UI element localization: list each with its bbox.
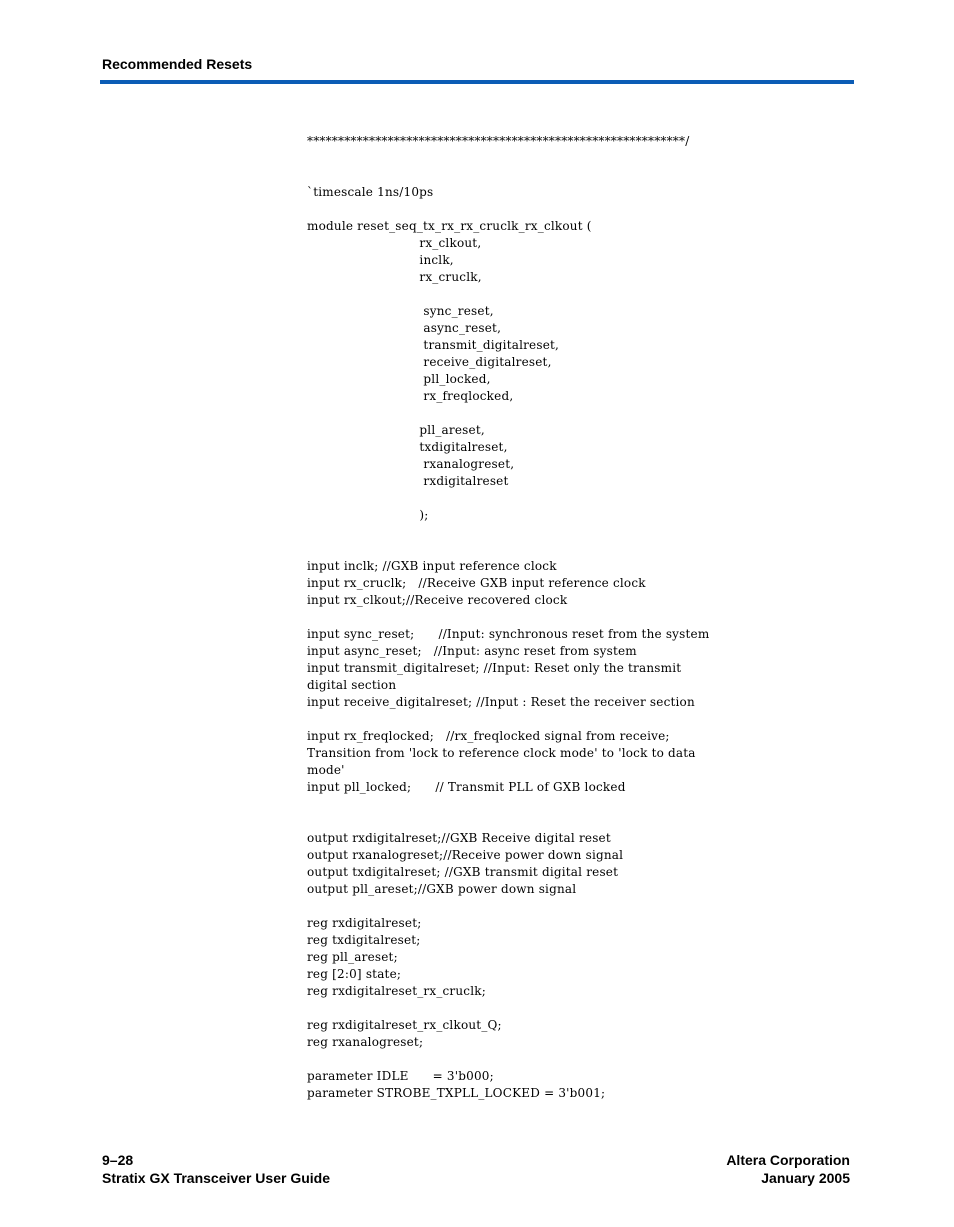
code-line: input rx_cruclk; //Receive GXB input reference clock [307,576,646,590]
footer-left [102,1151,330,1187]
code-line [307,1000,854,1017]
code-line: reg [2:0] state; [307,967,402,981]
code-line: reg rxdigitalreset; [307,916,422,930]
code-line: parameter STROBE_TXPLL_LOCKED = 3'b001; [307,1086,606,1100]
code-line: txdigitalreset, [307,440,508,454]
code-line: output pll_areset;//GXB power down signal [307,882,577,896]
code-line: module reset_seq_tx_rx_rx_cruclk_rx_clkout ( [307,219,592,233]
code-line: rx_clkout, [307,236,482,250]
code-line: pll_areset, [307,423,485,437]
code-line: output rxanalogreset;//Receive power down signal [307,848,624,862]
code-line: reg pll_areset; [307,950,398,964]
page-number: 9–28 [102,1152,134,1168]
code-line [307,286,854,303]
code-line [307,541,854,558]
code-line: input rx_freqlocked; //rx_freqlocked signal from receive; [307,729,670,743]
code-line: reg txdigitalreset; [307,933,421,947]
code-line [307,490,854,507]
code-line: input sync_reset; //Input: synchronous reset from the system [307,627,710,641]
code-line: rxdigitalreset [307,474,509,488]
code-line [307,150,854,167]
code-line: sync_reset, [307,304,494,318]
code-line: output rxdigitalreset;//GXB Receive digital reset [307,831,611,845]
code-line [307,167,854,184]
code-line: mode' [307,763,345,777]
code-line [307,898,854,915]
code-line: input receive_digitalreset; //Input : Reset the receiver section [307,695,695,709]
code-line: pll_locked, [307,372,491,386]
code-line: receive_digitalreset, [307,355,552,369]
code-line [307,1051,854,1068]
code-line: reg rxdigitalreset_rx_clkout_Q; [307,1018,502,1032]
code-line: async_reset, [307,321,502,335]
code-line [307,405,854,422]
code-line: ); [307,508,429,522]
running-header-title: Recommended Resets [102,56,253,72]
code-line: parameter IDLE = 3'b000; [307,1069,494,1083]
footer-right [726,1151,850,1187]
header-rule [100,80,854,84]
publication-date: January 2005 [761,1170,850,1186]
code-line: input inclk; //GXB input reference clock [307,559,557,573]
code-line [307,609,854,626]
code-line: rxanalogreset, [307,457,515,471]
code-line: *************************************************************/ [307,134,690,148]
code-line: reg rxdigitalreset_rx_cruclk; [307,984,486,998]
code-line: rx_cruclk, [307,270,482,284]
verilog-code-listing [307,133,854,1102]
code-line [307,201,854,218]
code-line [307,711,854,728]
code-line: input async_reset; //Input: async reset from system [307,644,637,658]
code-line: transmit_digitalreset, [307,338,560,352]
code-line: inclk, [307,253,454,267]
code-line: digital section [307,678,397,692]
code-line: output txdigitalreset; //GXB transmit digital reset [307,865,619,879]
code-line: rx_freqlocked, [307,389,514,403]
company-name: Altera Corporation [726,1152,850,1168]
code-line: input pll_locked; // Transmit PLL of GXB locked [307,780,626,794]
code-line: Transition from 'lock to reference clock mode' to 'lock to data [307,746,696,760]
code-line: reg rxanalogreset; [307,1035,424,1049]
code-line [307,813,854,830]
guide-title: Stratix GX Transceiver User Guide [102,1170,330,1186]
code-line [307,796,854,813]
code-line: `timescale 1ns/10ps [307,185,434,199]
code-line: input transmit_digitalreset; //Input: Reset only the transmit [307,661,682,675]
code-line [307,524,854,541]
code-line: input rx_clkout;//Receive recovered clock [307,593,568,607]
